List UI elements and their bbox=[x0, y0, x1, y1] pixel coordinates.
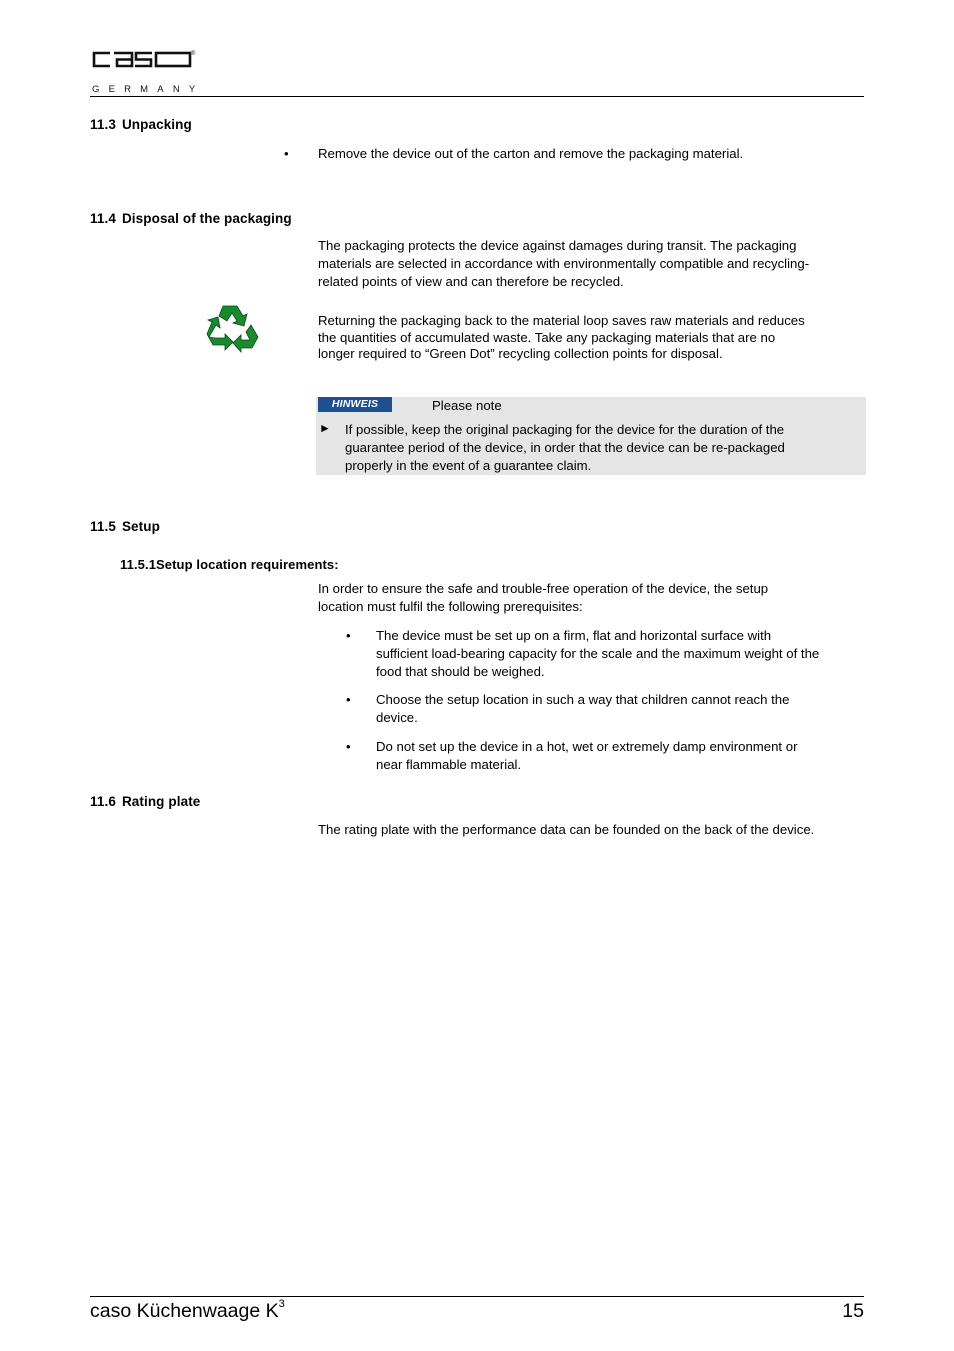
section-title: Unpacking bbox=[121, 117, 192, 132]
section-number: 11.5 bbox=[90, 519, 116, 534]
footer-rule bbox=[90, 1296, 864, 1297]
footer-superscript: 3 bbox=[278, 1298, 285, 1310]
text-line: food that should be weighed. bbox=[376, 664, 545, 679]
unpacking-bullet bbox=[284, 145, 864, 163]
section-title: Setup location requirements: bbox=[156, 557, 339, 572]
disposal-paragraph-2 bbox=[318, 313, 878, 363]
text-line: device. bbox=[376, 710, 418, 725]
footer-title-text: caso Küchenwaage K bbox=[90, 1300, 279, 1322]
section-title: Rating plate bbox=[121, 794, 201, 809]
disposal-paragraph-1 bbox=[318, 237, 878, 291]
logo-registered-mark: ® bbox=[191, 51, 196, 57]
text-line: sufficient load-bearing capacity for the scale and the maximum weight of the bbox=[376, 646, 820, 661]
text-line: In order to ensure the safe and trouble-free operation of the device, the setup bbox=[318, 581, 769, 596]
heading-setup bbox=[90, 519, 160, 534]
text-line: the quantities of accumulated waste. Take any packaging materials that are no bbox=[318, 329, 776, 345]
arrow-right-icon: ► bbox=[319, 421, 331, 435]
text-line: longer required to “Green Dot” recycling collection points for disposal. bbox=[318, 346, 723, 362]
text-line: properly in the event of a guarantee claim. bbox=[345, 458, 592, 473]
setup-bullet-1 bbox=[346, 627, 876, 681]
caso-logo bbox=[76, 44, 206, 96]
section-number: 11.6 bbox=[90, 794, 116, 809]
note-text bbox=[345, 421, 865, 475]
section-number: 11.4 bbox=[90, 211, 116, 226]
text-line: guarantee period of the device, in order that the device can be re-packaged bbox=[345, 440, 785, 455]
section-title: Disposal of the packaging bbox=[121, 211, 292, 226]
text-line: Returning the packaging back to the material loop saves raw materials and reduces bbox=[318, 313, 805, 328]
section-title: Setup bbox=[121, 519, 160, 534]
note-title: Please note bbox=[432, 398, 502, 413]
text-line: If possible, keep the original packaging for the device for the duration of the bbox=[345, 422, 785, 437]
heading-rating-plate bbox=[90, 794, 200, 809]
heading-setup-location bbox=[120, 557, 339, 572]
text-line: related points of view and can therefore be recycled. bbox=[318, 274, 624, 289]
logo-germany-text: GERMANY bbox=[92, 84, 205, 95]
header-rule bbox=[90, 96, 864, 97]
heading-disposal bbox=[90, 211, 292, 226]
setup-intro bbox=[318, 580, 878, 616]
hinweis-badge: HINWEIS bbox=[318, 397, 392, 412]
heading-unpacking bbox=[90, 117, 192, 132]
page-number: 15 bbox=[842, 1300, 864, 1322]
text-line: Choose the setup location in such a way that children cannot reach the bbox=[376, 692, 790, 707]
text-line: near flammable material. bbox=[376, 757, 522, 772]
setup-bullet-2 bbox=[346, 691, 876, 727]
bullet-dot: • bbox=[346, 628, 351, 643]
footer-title bbox=[90, 1300, 285, 1323]
text-line: The packaging protects the device against damages during transit. The packaging bbox=[318, 238, 797, 253]
bullet-dot: • bbox=[346, 739, 351, 754]
text-line: location must fulfil the following prerequisites: bbox=[318, 599, 583, 614]
section-number: 11.3 bbox=[90, 117, 116, 132]
text-line: The device must be set up on a firm, flat and horizontal surface with bbox=[376, 628, 772, 643]
text-line: materials are selected in accordance with environmentally compatible and recycling- bbox=[318, 256, 810, 271]
recycling-icon bbox=[206, 303, 260, 355]
bullet-dot: • bbox=[346, 692, 351, 707]
setup-bullet-3 bbox=[346, 738, 876, 774]
rating-plate-text: The rating plate with the performance data can be founded on the back of the device. bbox=[318, 822, 815, 837]
section-number: 11.5.1 bbox=[120, 557, 157, 572]
unpacking-text: Remove the device out of the carton and remove the packaging material. bbox=[318, 146, 744, 161]
bullet-dot: • bbox=[284, 146, 289, 161]
text-line: Do not set up the device in a hot, wet or extremely damp environment or bbox=[376, 739, 798, 754]
